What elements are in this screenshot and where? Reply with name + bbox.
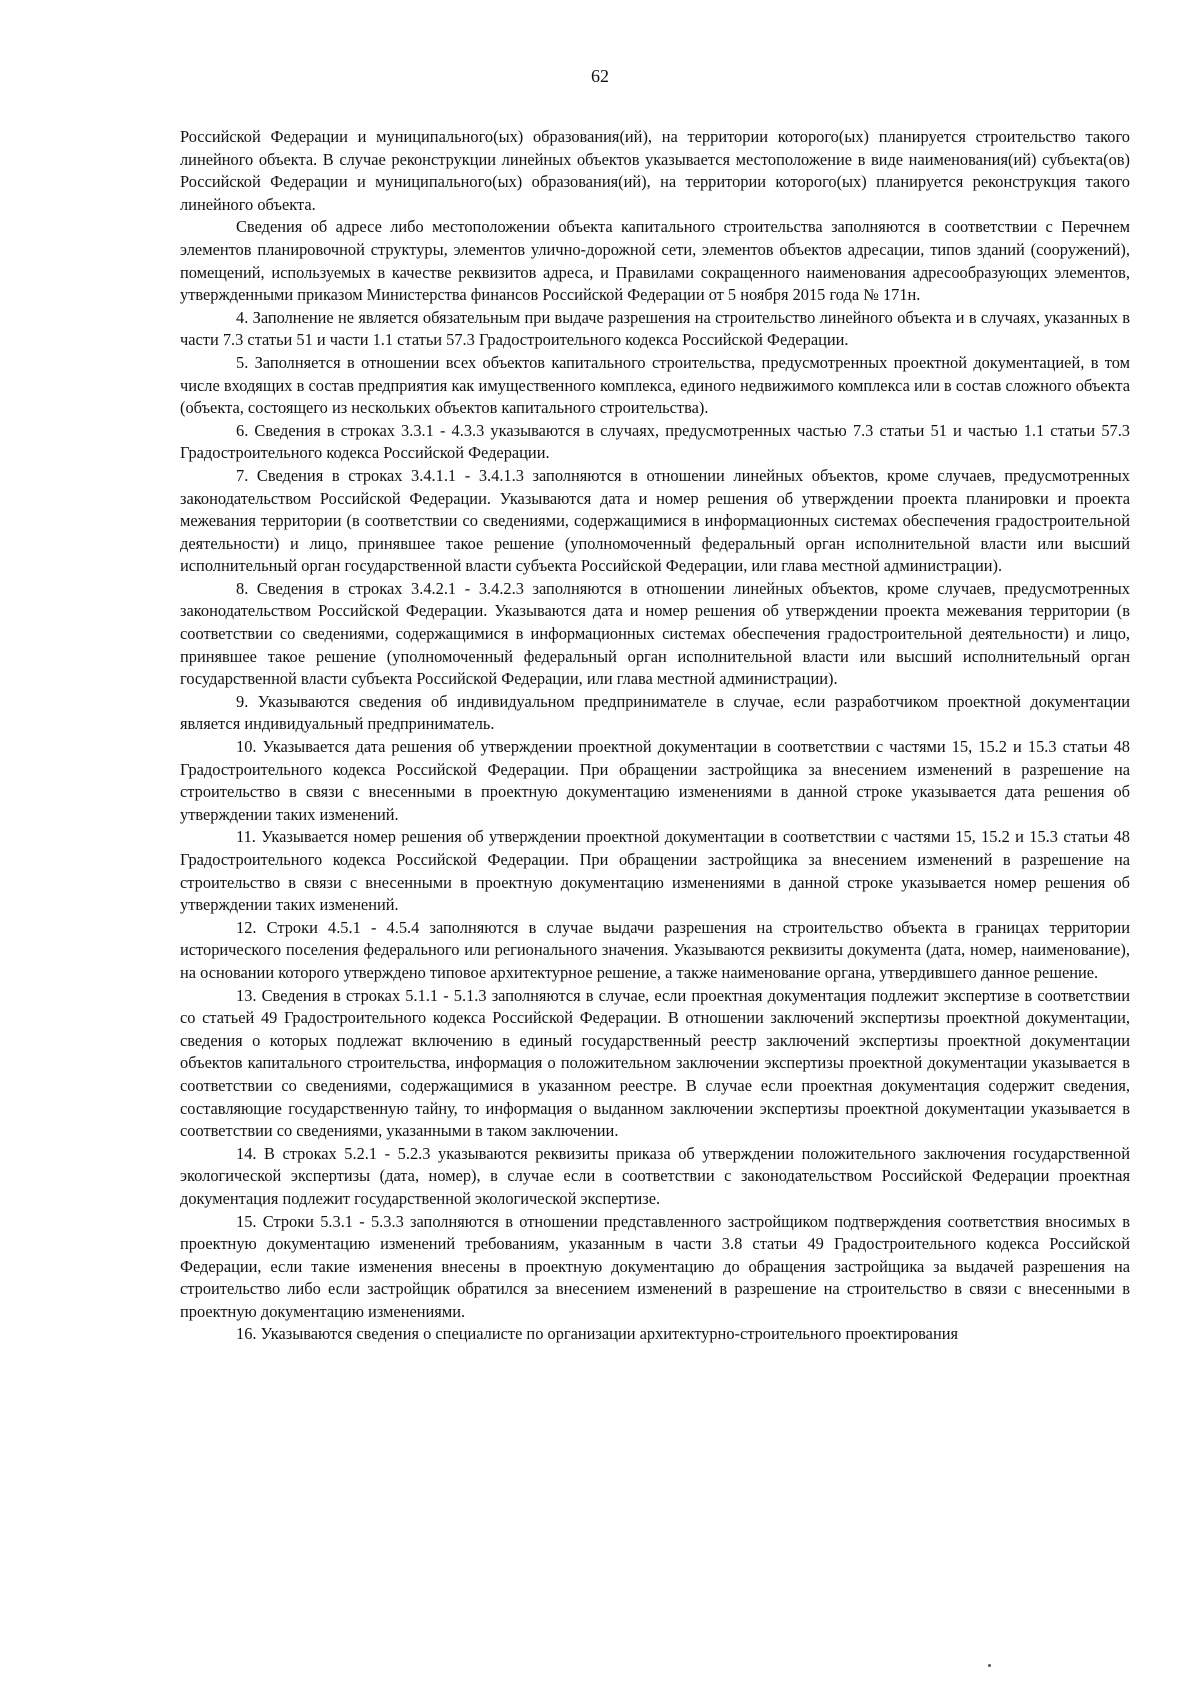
scan-speck [988,1664,991,1667]
paragraph-note-15: 15. Строки 5.3.1 - 5.3.3 заполняются в отношении представленного застройщиком подтверждения соответствия вносимых в проектную документацию изменений требованиям, указанным в части 3.8 статьи 49 Градостроительного кодекса Российской Федерации, если такие изменения внесены в проектную документацию до обращения застройщика за выдачей разрешения на строительство либо если застройщик обратился за внесением изменений в разрешение на строительство в связи с внесенными в проектную документацию изменениями. [180,1211,1130,1321]
page-number: 62 [591,66,609,86]
paragraph-note-12: 12. Строки 4.5.1 - 4.5.4 заполняются в случае выдачи разрешения на строительство объекта в границах территории исторического поселения федерального или регионального значения. Указываются реквизиты документа (дата, номер, наименование), на основании которого утверждено типовое архитектурное решение, а также наименование органа, утвердившего данное решение. [180,917,1130,982]
paragraph-address-info: Сведения об адресе либо местоположении объекта капитального строительства заполняются в соответствии с Перечнем элементов планировочной структуры, элементов улично-дорожной сети, элементов объектов адресации, типов зданий (сооружений), помещений, используемых в качестве реквизитов адреса, и Правилами сокращенного наименования адресообразующих элементов, утвержденными приказом Министерства финансов Российской Федерации от 5 ноября 2015 года № 171н. [180,217,1130,305]
paragraph-note-14: 14. В строках 5.2.1 - 5.2.3 указываются реквизиты приказа об утверждении положительного заключения государственной экологической экспертизы (дата, номер), в случае если в соответствии с законодательством Российской Федерации проектная документация подлежит государственной экологической экспертизе. [180,1143,1130,1208]
paragraph-note-16: 16. Указываются сведения о специалисте по организации архитектурно-строительного проектирования [236,1324,959,1344]
paragraph-note-8: 8. Сведения в строках 3.4.2.1 - 3.4.2.3 заполняются в отношении линейных объектов, кроме случаев, предусмотренных законодательством Российской Федерации. Указываются дата и номер решения об утверждении проекта межевания территории (в соответствии со сведениями, содержащимися в информационных системах обеспечения градостроительной деятельности) и лицо, принявшее такое решение (уполномоченный федеральный орган исполнительной власти или высший исполнительный орган государственной власти субъекта Российской Федерации, или глава местной администрации). [180,578,1130,689]
paragraph-note-10: 10. Указывается дата решения об утверждении проектной документации в соответствии с частями 15, 15.2 и 15.3 статьи 48 Градостроительного кодекса Российской Федерации. При обращении застройщика за внесением изменений в разрешение на строительство в связи с внесенными в проектную документацию изменениями в данной строке указывается дата решения об утверждении таких изменений. [180,737,1130,824]
paragraph-continuation: Российской Федерации и муниципального(ых) образования(ий), на территории которого(ых) планируется строительство такого линейного объекта. В случае реконструкции линейных объектов указывается местоположение в виде наименования(ий) субъекта(ов) Российской Федерации и муниципального(ых) образования(ий), на территории которого(ых) планируется реконструкция такого линейного объекта. [180,127,1130,214]
paragraph-note-13: 13. Сведения в строках 5.1.1 - 5.1.3 заполняются в случае, если проектная документация подлежит экспертизе в соответствии со статьей 49 Градостроительного кодекса Российской Федерации. В отношении заключений экспертизы проектной документации, сведения о которых подлежат включению в единый государственный реестр заключений экспертизы проектной документации объектов капитального строительства, информация о положительном заключении экспертизы проектной документации указывается в соответствии со сведениями, содержащимися в указанном реестре. В случае если проектная документация содержит сведения, составляющие государственную тайну, то информация о выданном заключении экспертизы проектной документации указывается в соответствии со сведениями, указанными в таком заключении. [180,985,1130,1141]
document-body [180,126,1130,1346]
paragraph-note-11: 11. Указывается номер решения об утверждении проектной документации в соответствии с частями 15, 15.2 и 15.3 статьи 48 Градостроительного кодекса Российской Федерации. При обращении застройщика за внесением изменений в разрешение на строительство в связи с внесенными в проектную документацию изменениями в данной строке указывается номер решения об утверждении таких изменений. [180,827,1130,915]
paragraph-note-7: 7. Сведения в строках 3.4.1.1 - 3.4.1.3 заполняются в отношении линейных объектов, кроме случаев, предусмотренных законодательством Российской Федерации. Указываются дата и номер решения об утверждении проекта планировки и проекта межевания территории (в соответствии со сведениями, содержащимися в информационных системах обеспечения градостроительной деятельности) и лицо, принявшее такое решение (уполномоченный федеральный орган исполнительной власти или высший исполнительный орган государственной власти субъекта Российской Федерации, или глава местной администрации). [180,465,1130,576]
paragraph-note-4: 4. Заполнение не является обязательным при выдаче разрешения на строительство линейного объекта и в случаях, указанных в части 7.3 статьи 51 и части 1.1 статьи 57.3 Градостроительного кодекса Российской Федерации. [180,307,1130,350]
paragraph-note-6: 6. Сведения в строках 3.3.1 - 4.3.3 указываются в случаях, предусмотренных частью 7.3 статьи 51 и частью 1.1 статьи 57.3 Градостроительного кодекса Российской Федерации. [180,420,1130,463]
paragraph-note-9: 9. Указываются сведения об индивидуальном предпринимателе в случае, если разработчиком проектной документации является индивидуальный предприниматель. [180,691,1130,734]
paragraph-note-5: 5. Заполняется в отношении всех объектов капитального строительства, предусмотренных проектной документацией, в том числе входящих в состав предприятия как имущественного комплекса, единого недвижимого комплекса или в состав сложного объекта (объекта, состоящего из нескольких объектов капитального строительства). [180,352,1130,418]
